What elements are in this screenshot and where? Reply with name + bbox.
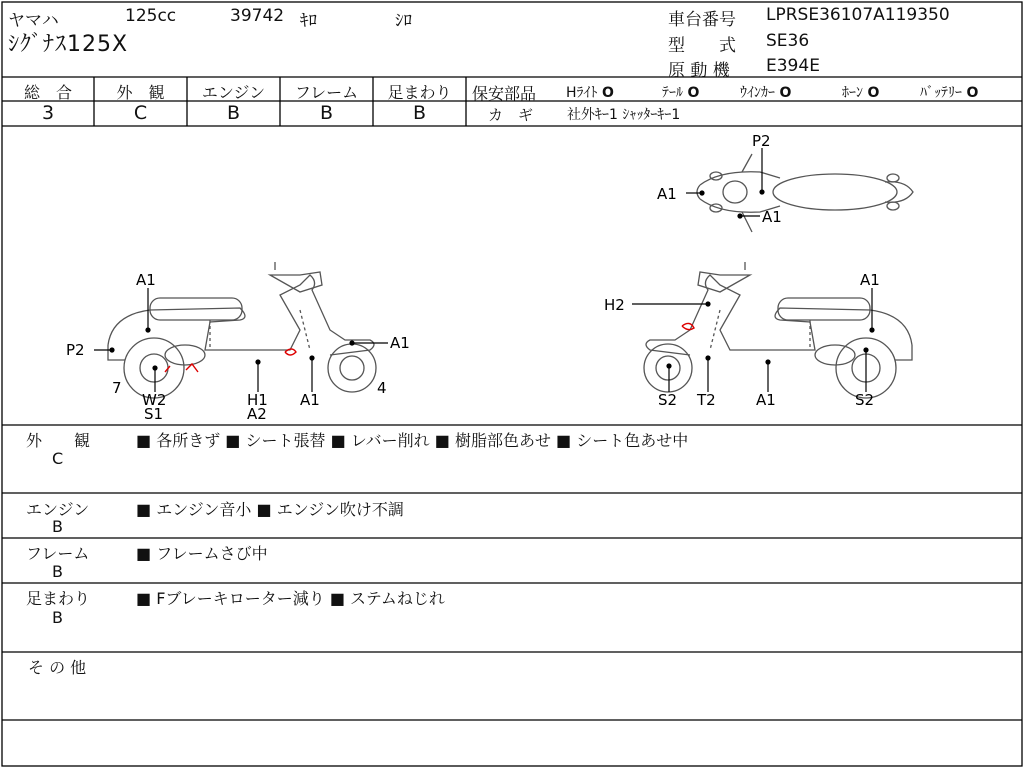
note-grade-exterior: C <box>52 449 64 468</box>
scooter-diagrams <box>0 126 1024 426</box>
safety-item-horn <box>842 82 879 102</box>
note-grade-engine: B <box>52 517 63 536</box>
note-title-other: そ の 他 <box>28 658 87 677</box>
safety-item-status: O <box>966 85 979 101</box>
rating-value-frame: B <box>319 102 334 124</box>
safety-item-winker <box>740 82 791 102</box>
rating-label-engine: エンジン <box>201 83 266 102</box>
safety-item-status: O <box>867 85 880 101</box>
diagram-label-left-p2: P2 <box>66 341 85 359</box>
model-type-label: 型 式 <box>668 36 736 56</box>
note-grade-frame: B <box>52 562 63 581</box>
safety-parts-label: 保安部品 <box>472 84 537 103</box>
diagram-label-right-t2: T2 <box>697 391 716 409</box>
keys-label: カ ギ <box>488 106 534 124</box>
note-title-exterior: 外 観 <box>26 431 91 450</box>
safety-item-name: Hﾗｲﾄ <box>566 85 598 101</box>
diagram-label-left-s1: S1 <box>144 405 164 423</box>
diagram-label-top-a1-bottom: A1 <box>762 208 782 226</box>
safety-item-status: O <box>779 85 792 101</box>
safety-item-name: ｳｲﾝｶｰ <box>740 85 775 101</box>
note-title-frame: フレーム <box>26 544 90 563</box>
rating-label-overall: 総 合 <box>23 83 72 102</box>
rating-label-frame: フレーム <box>294 83 359 102</box>
safety-item-headlight <box>566 82 614 102</box>
safety-item-battery <box>920 82 978 102</box>
diagram-label-left-w2: W2 <box>142 391 167 409</box>
diagram-label-top-p2: P2 <box>752 132 771 150</box>
frame-number-label: 車台番号 <box>668 10 736 30</box>
safety-item-taillight <box>662 82 699 102</box>
note-text-exterior: ■ 各所きず ■ シート張替 ■ レバー削れ ■ 樹脂部色あせ ■ シート色あせ中 <box>136 431 689 450</box>
safety-item-status: O <box>601 85 614 101</box>
rating-value-engine: B <box>226 102 241 124</box>
diagram-label-left-7: 7 <box>112 379 122 397</box>
note-text-engine: ■ エンジン音小 ■ エンジン吹け不調 <box>136 500 404 519</box>
note-text-suspension: ■ Fブレーキローター減り ■ ステムねじれ <box>136 589 445 608</box>
note-grade-suspension: B <box>52 608 63 627</box>
safety-item-name: ﾃｰﾙ <box>662 85 683 101</box>
maker-name: ヤマハ <box>8 11 59 31</box>
rating-label-suspension: 足まわり <box>387 83 452 102</box>
diagram-label-left-4: 4 <box>377 379 387 397</box>
note-title-suspension: 足まわり <box>26 589 91 608</box>
diagram-label-left-h1: H1 <box>247 391 268 409</box>
diagram-label-left-a1-bottom: A1 <box>300 391 320 409</box>
engine-code-label: 原 動 機 <box>668 61 730 81</box>
diagram-label-top-a1-left: A1 <box>657 185 677 203</box>
diagram-label-right-a1-bottom: A1 <box>756 391 776 409</box>
diagram-label-right-s2-left: S2 <box>658 391 678 409</box>
rating-value-overall: 3 <box>41 102 55 124</box>
scooter-top-view <box>697 154 913 232</box>
diagram-label-right-s2-right: S2 <box>855 391 875 409</box>
engine-code: E394E <box>766 56 820 76</box>
diagram-label-left-a1-right: A1 <box>390 334 410 352</box>
safety-item-status: O <box>687 85 700 101</box>
displacement: 125cc <box>125 6 177 26</box>
diagram-label-right-h2: H2 <box>604 296 625 314</box>
safety-item-name: ﾊﾞｯﾃﾘｰ <box>920 85 962 101</box>
body-color: ｼﾛ <box>395 11 412 31</box>
rating-value-suspension: B <box>412 102 427 124</box>
frame-number: LPRSE36107A119350 <box>766 5 950 25</box>
note-text-frame: ■ フレームさび中 <box>136 544 268 563</box>
diagram-label-left-a2: A2 <box>247 405 267 423</box>
diagram-label-right-a1-top: A1 <box>860 271 880 289</box>
model-type: SE36 <box>766 31 810 51</box>
mileage-unit: ｷﾛ <box>300 11 317 31</box>
safety-item-name: ﾎｰﾝ <box>842 85 863 101</box>
rating-value-exterior: C <box>133 102 148 124</box>
keys-value: 社外ｷｰ1 ｼｬｯﾀｰｷｰ1 <box>567 107 681 123</box>
note-title-engine: エンジン <box>26 500 90 519</box>
model-name: ｼｸﾞﾅｽ125X <box>8 32 129 57</box>
diagram-label-left-a1-top: A1 <box>136 271 156 289</box>
mileage: 39742 <box>230 6 285 26</box>
rating-label-exterior: 外 観 <box>116 83 165 102</box>
